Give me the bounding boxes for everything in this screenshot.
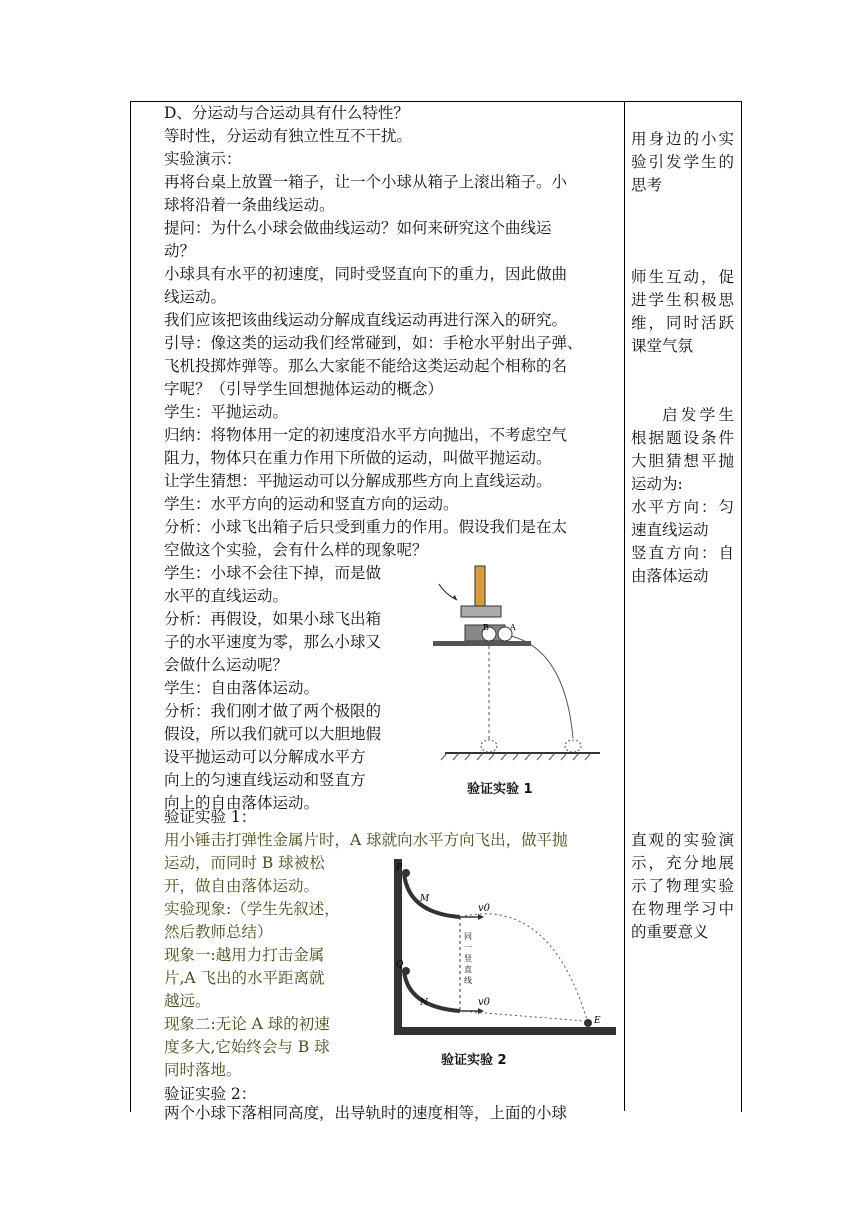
exp2-line1-text: 两个小球下落相同高度，出导轨时的速度相等，上面的小球 <box>164 1104 568 1122</box>
block1-line: 学生：水平方向的运动和竖直方向的运动。 <box>164 495 459 513</box>
block3-line: 实验现象:（学生先叙述， <box>164 900 340 918</box>
block3-line: 开，做自由落体运动。 <box>164 877 320 895</box>
vertical-label-char: 竖 <box>464 954 472 963</box>
label-v0-top: v0 <box>478 903 491 914</box>
block1-line: 我们应该把该曲线运动分解成直线运动再进行深入的研究。 <box>164 311 568 329</box>
side-note-1: 用身边的小实验引发学生的思考 <box>631 130 734 194</box>
block1-line: 分析：小球飞出箱子后只受到重力的作用。假设我们是在太 <box>164 518 568 536</box>
side-note-3c: 竖直方向：自由落体运动 <box>631 544 734 585</box>
figure-1-caption: 验证实验 1 <box>467 782 533 797</box>
exp2-line1 <box>164 1102 568 1122</box>
block2-line: 子的水平速度为零，那么小球又 <box>164 633 382 651</box>
block1-line: 再将台桌上放置一箱子，让一个小球从箱子上滚出箱子。小 <box>164 173 568 191</box>
figure-1-diagram <box>425 560 605 770</box>
lower-track <box>404 971 460 1011</box>
block2-line: 学生：小球不会往下掉，而是做 <box>164 564 382 582</box>
landing-ball <box>584 1019 592 1027</box>
label-p: P <box>396 863 403 873</box>
column-divider <box>624 101 625 1111</box>
figure-2-caption: 验证实验 2 <box>441 1053 507 1068</box>
vertical-label-char: 一 <box>464 943 472 952</box>
teaching-text-block-3 <box>164 852 374 1082</box>
block1-line: 飞机投掷炸弹等。那么大家能不能给这类运动起个相称的名 <box>164 357 568 375</box>
block2-line: 设平抛运动可以分解成水平方 <box>164 748 366 766</box>
block1-line: 字呢？（引导学生回想抛体运动的概念） <box>164 380 444 398</box>
hammer-head <box>461 606 501 617</box>
block1-line: 动？ <box>164 242 196 260</box>
block3-line: 片,A 飞出的水平距离就 <box>164 969 325 987</box>
vertical-label-char: 同 <box>464 932 472 941</box>
label-b: B <box>483 623 489 632</box>
block1-line: 让学生猜想：平抛运动可以分解成那些方向上直线运动。 <box>164 472 552 490</box>
vertical-label-char: 直 <box>464 965 472 974</box>
side-note-2: 师生互动，促进学生积极思维，同时活跃课堂气氛 <box>631 268 734 355</box>
vertical-board <box>394 859 402 1035</box>
teaching-text-block-1 <box>164 102 618 562</box>
block1-line: 实验演示： <box>164 150 242 168</box>
side-note-3a: 启发学生根据题设条件大胆猜想平抛运动为: <box>631 406 734 493</box>
block1-line: 学生：平抛运动。 <box>164 403 289 421</box>
bottom-board <box>394 1027 616 1035</box>
vertical-label <box>464 932 472 985</box>
block2-line: 向上的匀速直线运动和竖直方 <box>164 771 366 789</box>
block1-line: 引导：像这类的运动我们经常碰到，如：手枪水平射出子弹、 <box>164 334 583 352</box>
block1-line: 提问：为什么小球会做曲线运动？如何来研究这个曲线运 <box>164 219 552 237</box>
teaching-text-block-2 <box>164 562 414 815</box>
label-m: M <box>420 894 430 904</box>
main-column <box>164 102 618 562</box>
block1-line: 小球具有水平的初速度，同时受竖直向下的重力，因此做曲 <box>164 265 568 283</box>
exp1-line1: 用小锤击打弹性金属片时，A 球就向水平方向飞出，做平抛 <box>164 831 568 849</box>
block3-line: 同时落地。 <box>164 1061 242 1079</box>
ball-p <box>402 869 410 877</box>
label-n: N <box>420 998 428 1008</box>
label-v0-bottom: v0 <box>478 997 491 1008</box>
projectile-path <box>511 636 573 738</box>
ground-hatching <box>441 753 591 760</box>
block1-line: 等时性，分运动有独立性互不干扰。 <box>164 127 413 145</box>
block1-line: 归纳：将物体用一定的初速度沿水平方向抛出，不考虑空气 <box>164 426 568 444</box>
block2-line: 会做什么运动呢？ <box>164 656 289 674</box>
block3-line: 运动，而同时 B 球被松 <box>164 854 325 872</box>
side-note-3b: 水平方向：匀速直线运动 <box>631 498 734 539</box>
exp1-title: 验证实验 1： <box>164 808 257 826</box>
block3-line: 现象二:无论 A 球的初速 <box>164 1015 330 1033</box>
exp2-title: 验证实验 2： <box>164 1085 257 1103</box>
block2-line: 分析：我们刚才做了两个极限的 <box>164 702 382 720</box>
block3-line: 现象一:越用力打击金属 <box>164 946 325 964</box>
block2-line: 假设，所以我们就可以大胆地假 <box>164 725 382 743</box>
hammer-handle <box>475 566 485 606</box>
block3-line: 度多大,它始终会与 B 球 <box>164 1038 330 1056</box>
label-e: E <box>594 1016 601 1026</box>
block2-line: 学生：自由落体运动。 <box>164 679 320 697</box>
block1-line: 空做这个实验，会有什么样的现象呢？ <box>164 541 428 559</box>
block2-line: 分析：再假设，如果小球飞出箱 <box>164 610 382 628</box>
block3-line: 然后教师总结） <box>164 923 273 941</box>
block1-line: 球将沿着一条曲线运动。 <box>164 196 335 214</box>
landing-a <box>565 740 581 752</box>
block2-line: 向上的自由落体运动。 <box>164 794 320 812</box>
vertical-label-char: 线 <box>464 976 472 985</box>
label-a: A <box>510 623 516 632</box>
upper-track <box>404 873 460 917</box>
block1-line: D、分运动与合运动具有什么特性？ <box>164 104 409 122</box>
block1-line: 线运动。 <box>164 288 227 306</box>
block1-line: 阻力，物体只在重力作用下所做的运动，叫做平抛运动。 <box>164 449 552 467</box>
side-note-3 <box>631 404 734 588</box>
side-note-4: 直观的实验演示，充分地展示了物理实验在物理学习中的重要意义 <box>631 831 734 941</box>
block2-line: 水平的直线运动。 <box>164 587 289 605</box>
figure-2-diagram <box>380 855 620 1040</box>
label-q: Q <box>396 960 404 970</box>
landing-b <box>481 740 497 752</box>
table-top <box>433 641 531 646</box>
block3-line: 越远。 <box>164 992 211 1010</box>
